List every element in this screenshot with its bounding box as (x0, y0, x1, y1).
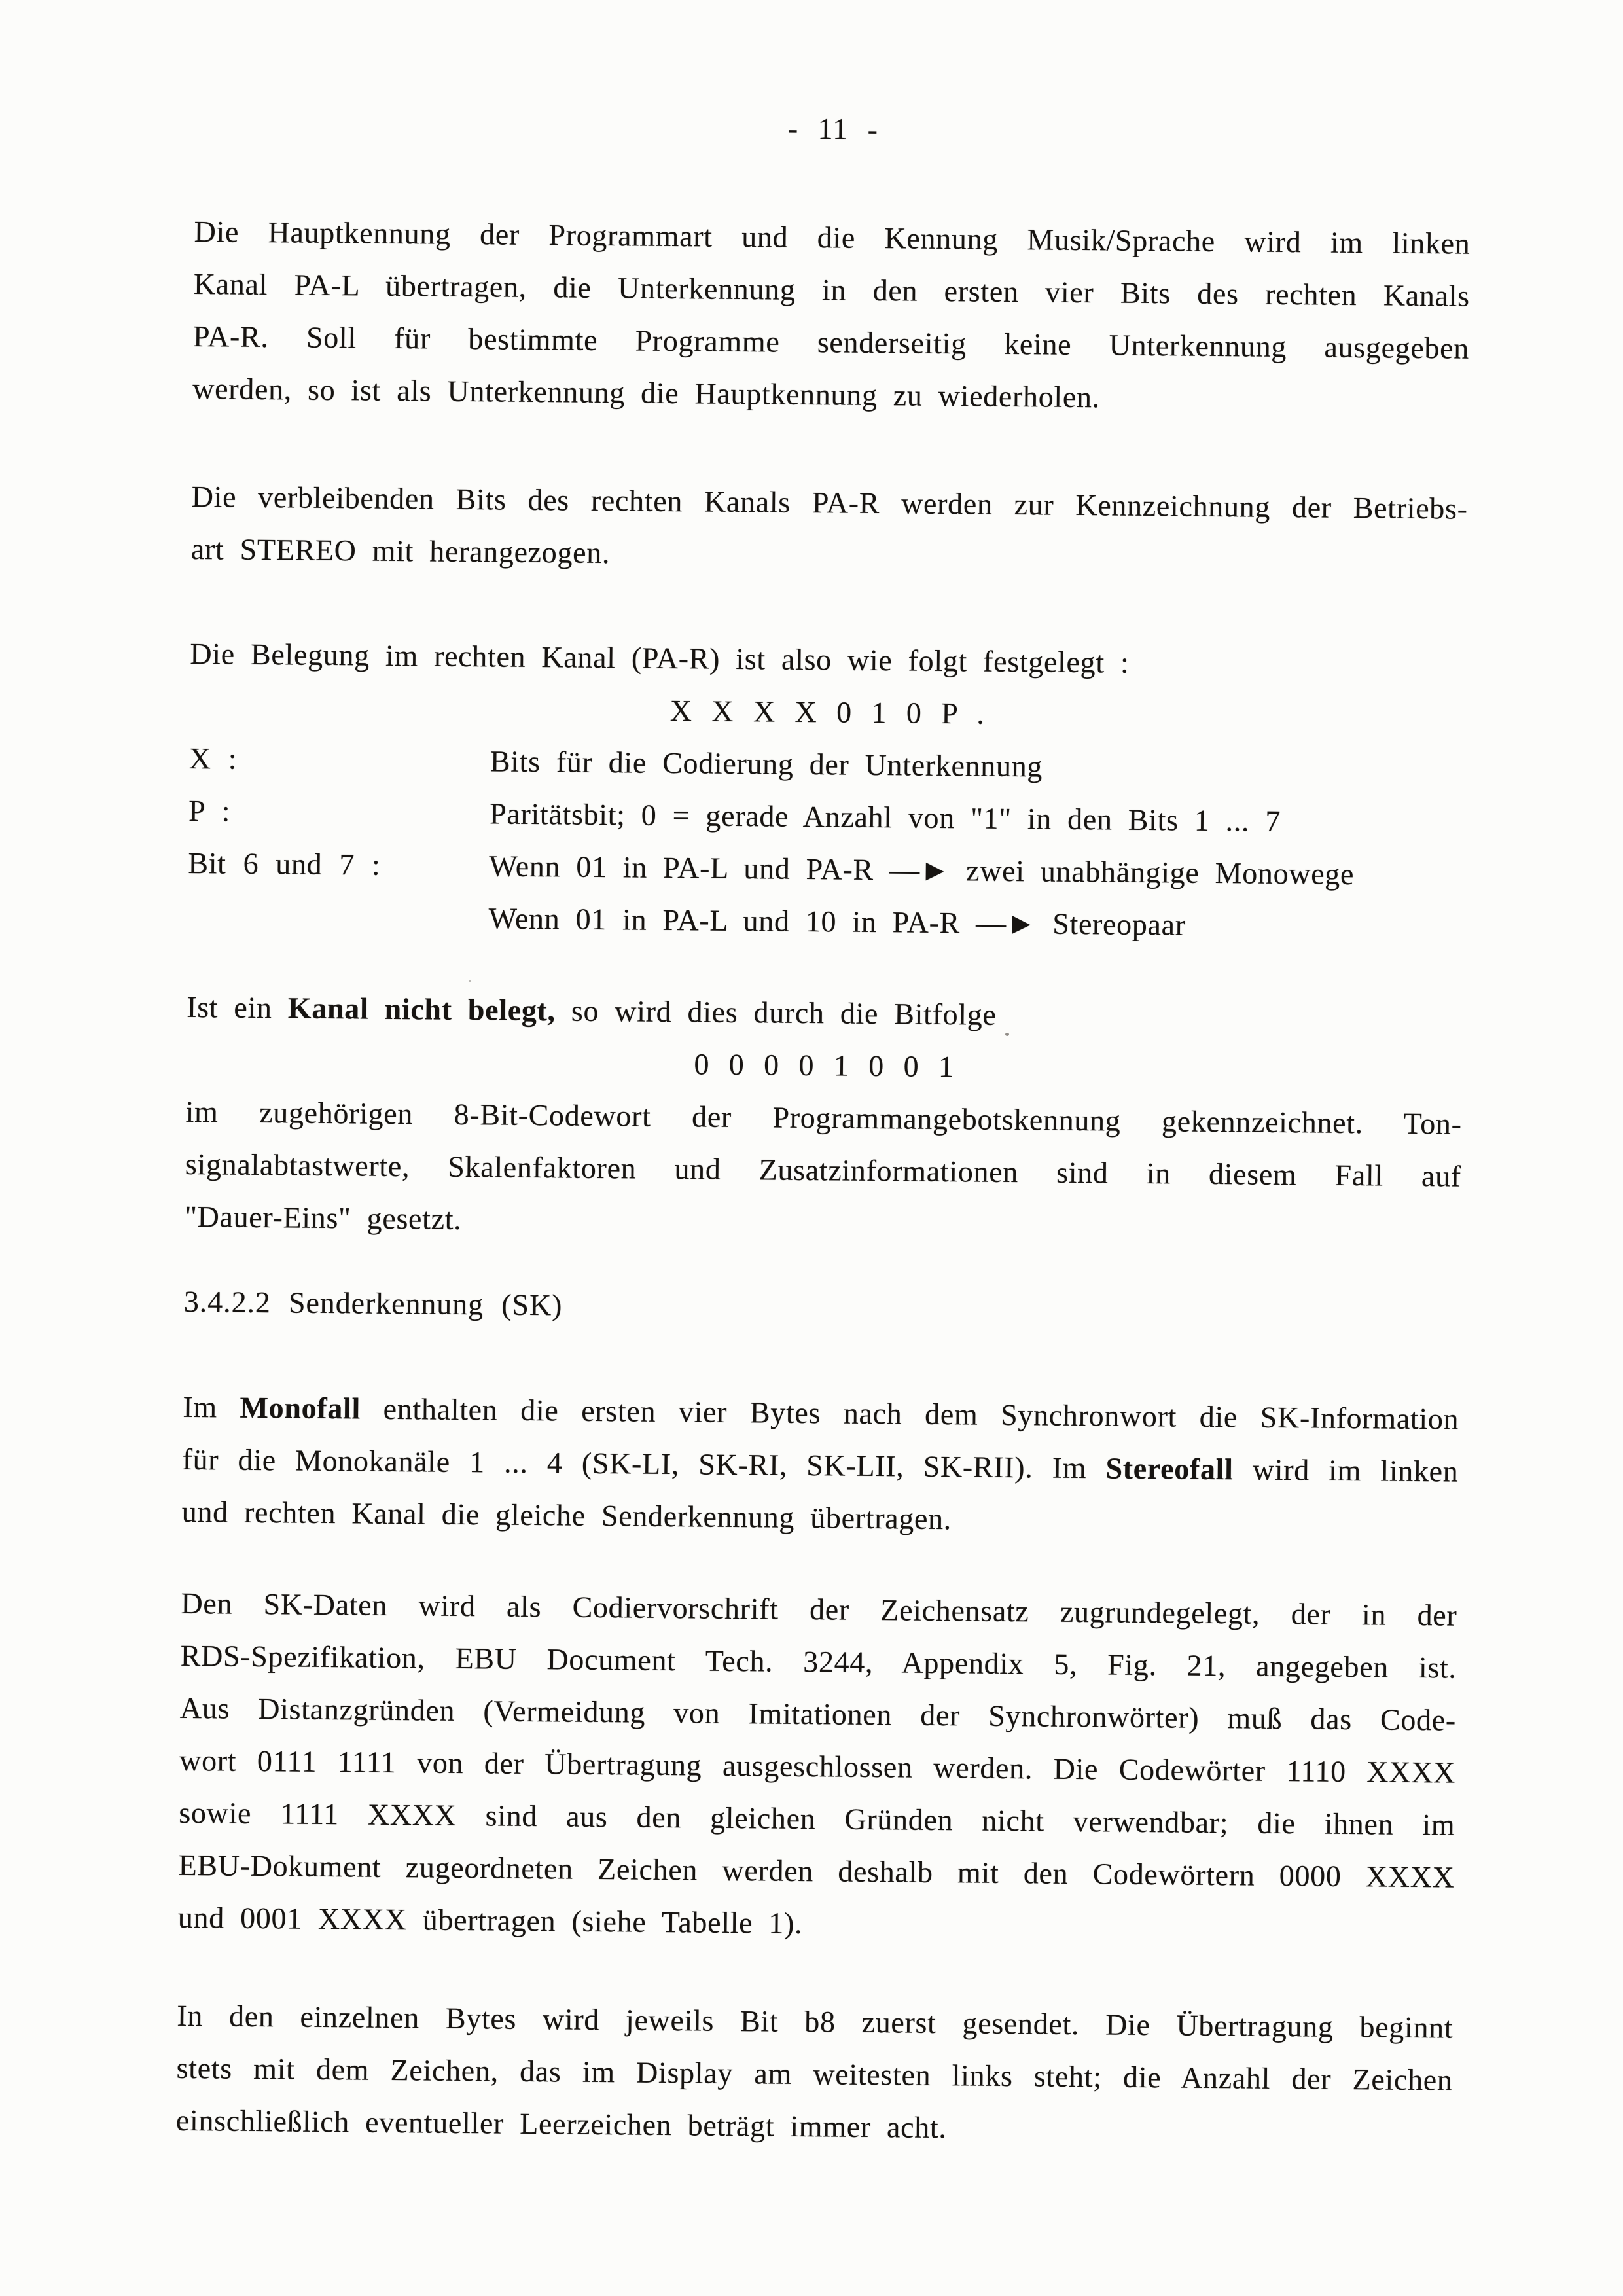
text-line: art STEREO mit herangezogen. (190, 531, 611, 570)
text-line: signalabtastwerte, Skalenfaktoren und Zusatzinformationen sind in diesem Fall auf (185, 1147, 1462, 1193)
bold-run: Monofall (217, 1390, 361, 1426)
text-line: EBU-Dokument zugeordneten Zeichen werden deshalb mit den Codewörtern 0000 XXXX (178, 1848, 1455, 1894)
text-line: sowie 1111 XXXX sind aus den gleichen Gründen nicht verwendbar; die ihnen im (179, 1795, 1455, 1842)
text-line: Kanal PA-L übertragen, die Unterkennung in den ersten vier Bits des rechten Kanals (193, 266, 1470, 313)
text-line: Den SK-Daten wird als Codiervorschrift der Zeichensatz zugrundegelegt, der in der (181, 1586, 1457, 1632)
text-run: wird im linken (1233, 1452, 1459, 1488)
definition-text: Bits für die Codierung der Unterkennung (490, 744, 1043, 783)
paragraph-belegung (189, 628, 1466, 745)
scan-speck (469, 980, 471, 982)
definition-text: Wenn 01 in PA-L und 10 in PA-R —► Stereopaar (488, 901, 1186, 942)
formula-idle-bit-sequence: 0 0 0 0 1 0 0 1 (694, 1047, 955, 1084)
section-heading-block (184, 1276, 1461, 1340)
text-line: und rechten Kanal die gleiche Senderkennung übertragen. (181, 1494, 952, 1536)
paragraph-byte-uebertragung (176, 1990, 1454, 2159)
text-line: PA-R. Soll für bestimmte Programme senderseitig keine Unterkennung ausgegeben (192, 319, 1470, 365)
scan-speck (1005, 1033, 1009, 1036)
text-run: Im (183, 1390, 218, 1424)
text-line: Aus Distanzgründen (Vermeidung von Imitationen der Synchronwörter) muß das Code- (179, 1691, 1457, 1737)
text-line: stets mit dem Zeichen, das im Display am weitesten links steht; die Anzahl der Zeichen (176, 2051, 1453, 2097)
definition-label: P : (188, 793, 231, 828)
bold-run: Stereofall (1086, 1451, 1234, 1486)
paragraph-kanal-nicht-belegt (185, 981, 1463, 1255)
definition-label: Bit 6 und 7 : (188, 846, 381, 882)
text-line: wort 0111 1111 von der Übertragung ausgeschlossen werden. Die Codewörter 1110 XXXX (179, 1743, 1456, 1789)
paragraph-sk-daten (177, 1577, 1457, 1956)
text-line: im zugehörigen 8-Bit-Codewort der Programmangebotskennung gekennzeichnet. Ton- (185, 1094, 1462, 1141)
text-line: Die Hauptkennung der Programmart und die Kennung Musik/Sprache wird im linken (194, 214, 1471, 260)
definition-text: Paritätsbit; 0 = gerade Anzahl von "1" in den Bits 1 ... 7 (489, 797, 1281, 838)
paragraph-hauptkennung (192, 206, 1471, 427)
page-content (176, 0, 1472, 2159)
text-run: für die Monokanäle 1 ... 4 (SK-LI, SK-RI, SK-LII, SK-RII). Im (182, 1442, 1087, 1485)
text-line: In den einzelnen Bytes wird jeweils Bit b8 zuerst gesendet. Die Übertragung beginnt (177, 1998, 1454, 2045)
bold-run: Kanal nicht belegt, (272, 991, 556, 1028)
definition-text: Wenn 01 in PA-L und PA-R —► zwei unabhängige Monowege (489, 849, 1355, 891)
paragraph-monofall (181, 1381, 1459, 1551)
text-line: "Dauer-Eins" gesetzt. (184, 1199, 462, 1236)
page-number: - 11 - (787, 111, 879, 147)
text-line: RDS-Spezifikation, EBU Document Tech. 3244, Appendix 5, Fig. 21, angegeben ist. (180, 1638, 1457, 1685)
paragraph-verbleibende-bits (191, 471, 1468, 588)
formula-pa-r-bits: X X X X 0 1 0 P . (669, 693, 986, 730)
text-line: werden, so ist als Unterkennung die Hauptkennung zu wiederholen. (192, 371, 1101, 414)
definition-label-empty (187, 889, 489, 944)
text-line: einschließlich eventueller Leerzeichen beträgt immer acht. (175, 2103, 947, 2145)
text-run: Ist ein (186, 990, 272, 1025)
text-run: so wird dies durch die Bitfolge (555, 994, 997, 1031)
text-run: enthalten die ersten vier Bytes nach dem Synchronwort die SK-Information (360, 1391, 1459, 1436)
text-line: Die Belegung im rechten Kanal (PA-R) ist also wie folgt festgelegt : (190, 636, 1130, 679)
text-line: und 0001 XXXX übertragen (siehe Tabelle 1). (177, 1900, 803, 1941)
text-line: Die verbleibenden Bits des rechten Kanals PA-R werden zur Kennzeichnung der Betriebs- (191, 479, 1468, 526)
definition-label: X : (188, 741, 238, 776)
section-heading: 3.4.2.2 Senderkennung (SK) (183, 1284, 563, 1322)
definition-list (187, 732, 1465, 954)
